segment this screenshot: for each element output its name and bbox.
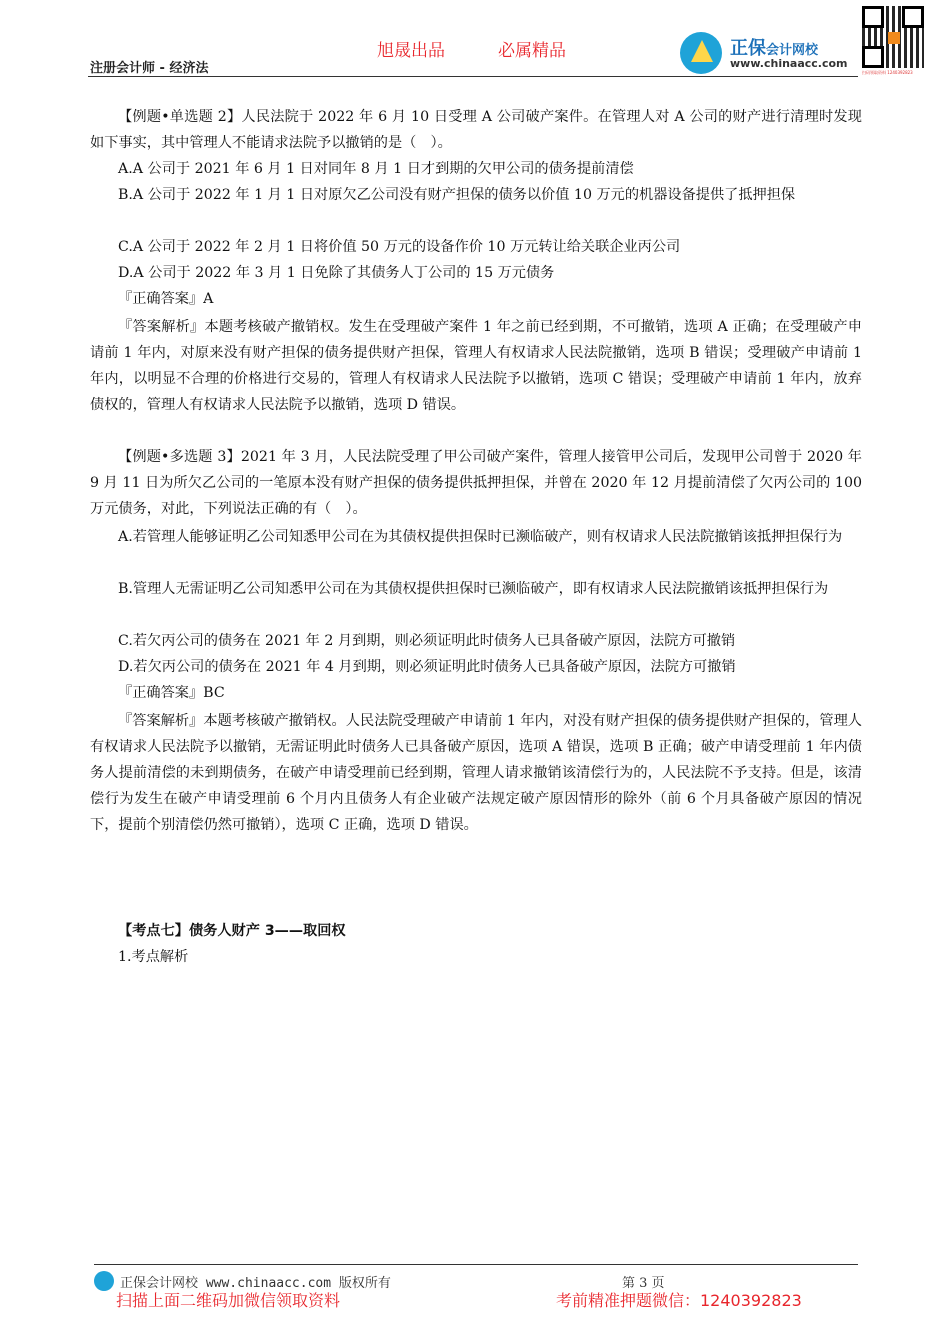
qr-finder bbox=[862, 6, 884, 28]
page-number: 第 3 页 bbox=[622, 1276, 665, 1291]
question-2-stem: 【例题•单选题 2】人民法院于 2022 年 6 月 10 日受理 A 公司破产案件。在管理人对 A 公司的财产进行清理时发现如下事实，其中管理人不能请求法院予以撤销的是（ ）。 bbox=[90, 109, 862, 151]
question-3-option-b: B.管理人无需证明乙公司知悉甲公司在为其债权提供担保时已濒临破产，即有权请求人民法院撤销该抵押担保行为 bbox=[118, 581, 829, 597]
chinaacc-logo bbox=[680, 32, 860, 76]
question-2-answer: 『正确答案』A bbox=[118, 291, 214, 307]
question-3-analysis: 『答案解析』本题考核破产撤销权。人民法院受理破产申请前 1 年内，对没有财产担保的债务提供财产担保的，管理人有权请求人民法院予以撤销，无需证明此时债务人已具备破产原因，选项 A 错误，选项 B 正确；破产申请受理前 1 年内债务人提前清偿的未到期债务，在破产申请受理前已经到期，管理人请求撤销该清偿行为的，人民法院不予支持。但是，该清偿行为发生在破产申请受理前 6 个月内且债务人有企业破产法规定破产原因情形的除外（前 6 个月具备破产原因的情况下，提前个别清偿仍然可撤销），选项 C 正确，选项 D 错误。 bbox=[90, 713, 862, 833]
qr-finder bbox=[862, 46, 884, 68]
question-2-option-a: A.A 公司于 2021 年 6 月 1 日对同年 8 月 1 日才到期的欠甲公司的债务提前清偿 bbox=[118, 161, 634, 177]
question-2-option-d: D.A 公司于 2022 年 3 月 1 日免除了其债务人丁公司的 15 万元债务 bbox=[118, 265, 555, 281]
question-2-option-c: C.A 公司于 2022 年 2 月 1 日将价值 50 万元的设备作价 10 万元转让给关联企业丙公司 bbox=[118, 239, 681, 255]
footer-divider bbox=[94, 1264, 858, 1265]
footer-copyright: 正保会计网校 www.chinaacc.com 版权所有 bbox=[120, 1276, 391, 1291]
footer-logo-icon bbox=[94, 1271, 114, 1291]
question-3-answer: 『正确答案』BC bbox=[118, 685, 225, 701]
logo-name: 正保会计网校 bbox=[730, 38, 819, 59]
question-2-analysis: 『答案解析』本题考核破产撤销权。发生在受理破产案件 1 年之前已经到期，不可撤销，选项 A 正确；在受理破产申请前 1 年内，对原来没有财产担保的债务提供财产担保，管理人有权请求人民法院撤销，选项 B 错误；受理破产申请前 1 年内，以明显不合理的价格进行交易的，管理人有权请求人民法院予以撤销，选项 C 错误；受理破产申请前 1 年内，放弃债权的，管理人有权请求人民法院予以撤销，选项 D 错误。 bbox=[90, 319, 862, 413]
question-3-option-a: A.若管理人能够证明乙公司知悉甲公司在为其债权提供担保时已濒临破产，则有权请求人民法院撤销该抵押担保行为 bbox=[118, 529, 843, 545]
slogan-left: 旭晟出品 bbox=[377, 41, 445, 61]
question-3-option-c: C.若欠丙公司的债务在 2021 年 2 月到期，则必须证明此时债务人已具备破产原因，法院方可撤销 bbox=[118, 633, 736, 649]
slogan-right: 必属精品 bbox=[498, 41, 566, 61]
footer-promo-left: 扫描上面二维码加微信领取资料 bbox=[116, 1291, 341, 1310]
footer-promo-right: 考前精准押题微信：1240392823 bbox=[556, 1291, 802, 1310]
header-divider bbox=[88, 76, 858, 77]
qr-center-logo bbox=[888, 32, 900, 44]
logo-url: www.chinaacc.com bbox=[730, 57, 848, 70]
question-3-option-d: D.若欠丙公司的债务在 2021 年 4 月到期，则必须证明此时债务人已具备破产原因，法院方可撤销 bbox=[118, 659, 736, 675]
qr-finder bbox=[902, 6, 924, 28]
section-heading: 【考点七】债务人财产 3——取回权 bbox=[118, 923, 346, 939]
logo-emblem-icon bbox=[680, 32, 722, 74]
question-3-stem: 【例题•多选题 3】2021 年 3 月，人民法院受理了甲公司破产案件，管理人接管甲公司后，发现甲公司曾于 2020 年 9 月 11 日为所欠乙公司的一笔原本没有财产担保的债务提供抵押担保，并曾在 2020 年 12 月提前清偿了欠丙公司的 100 万元债务，对此，下列说法正确的有（ ）。 bbox=[90, 449, 862, 517]
section-subheading: 1.考点解析 bbox=[118, 949, 189, 965]
question-2-option-b: B.A 公司于 2022 年 1 月 1 日对原欠乙公司没有财产担保的债务以价值 10 万元的机器设备提供了抵押担保 bbox=[118, 187, 796, 203]
course-title: 注册会计师 - 经济法 bbox=[90, 61, 209, 76]
qr-caption: 扫码领取资料 1240392823 bbox=[862, 70, 913, 75]
